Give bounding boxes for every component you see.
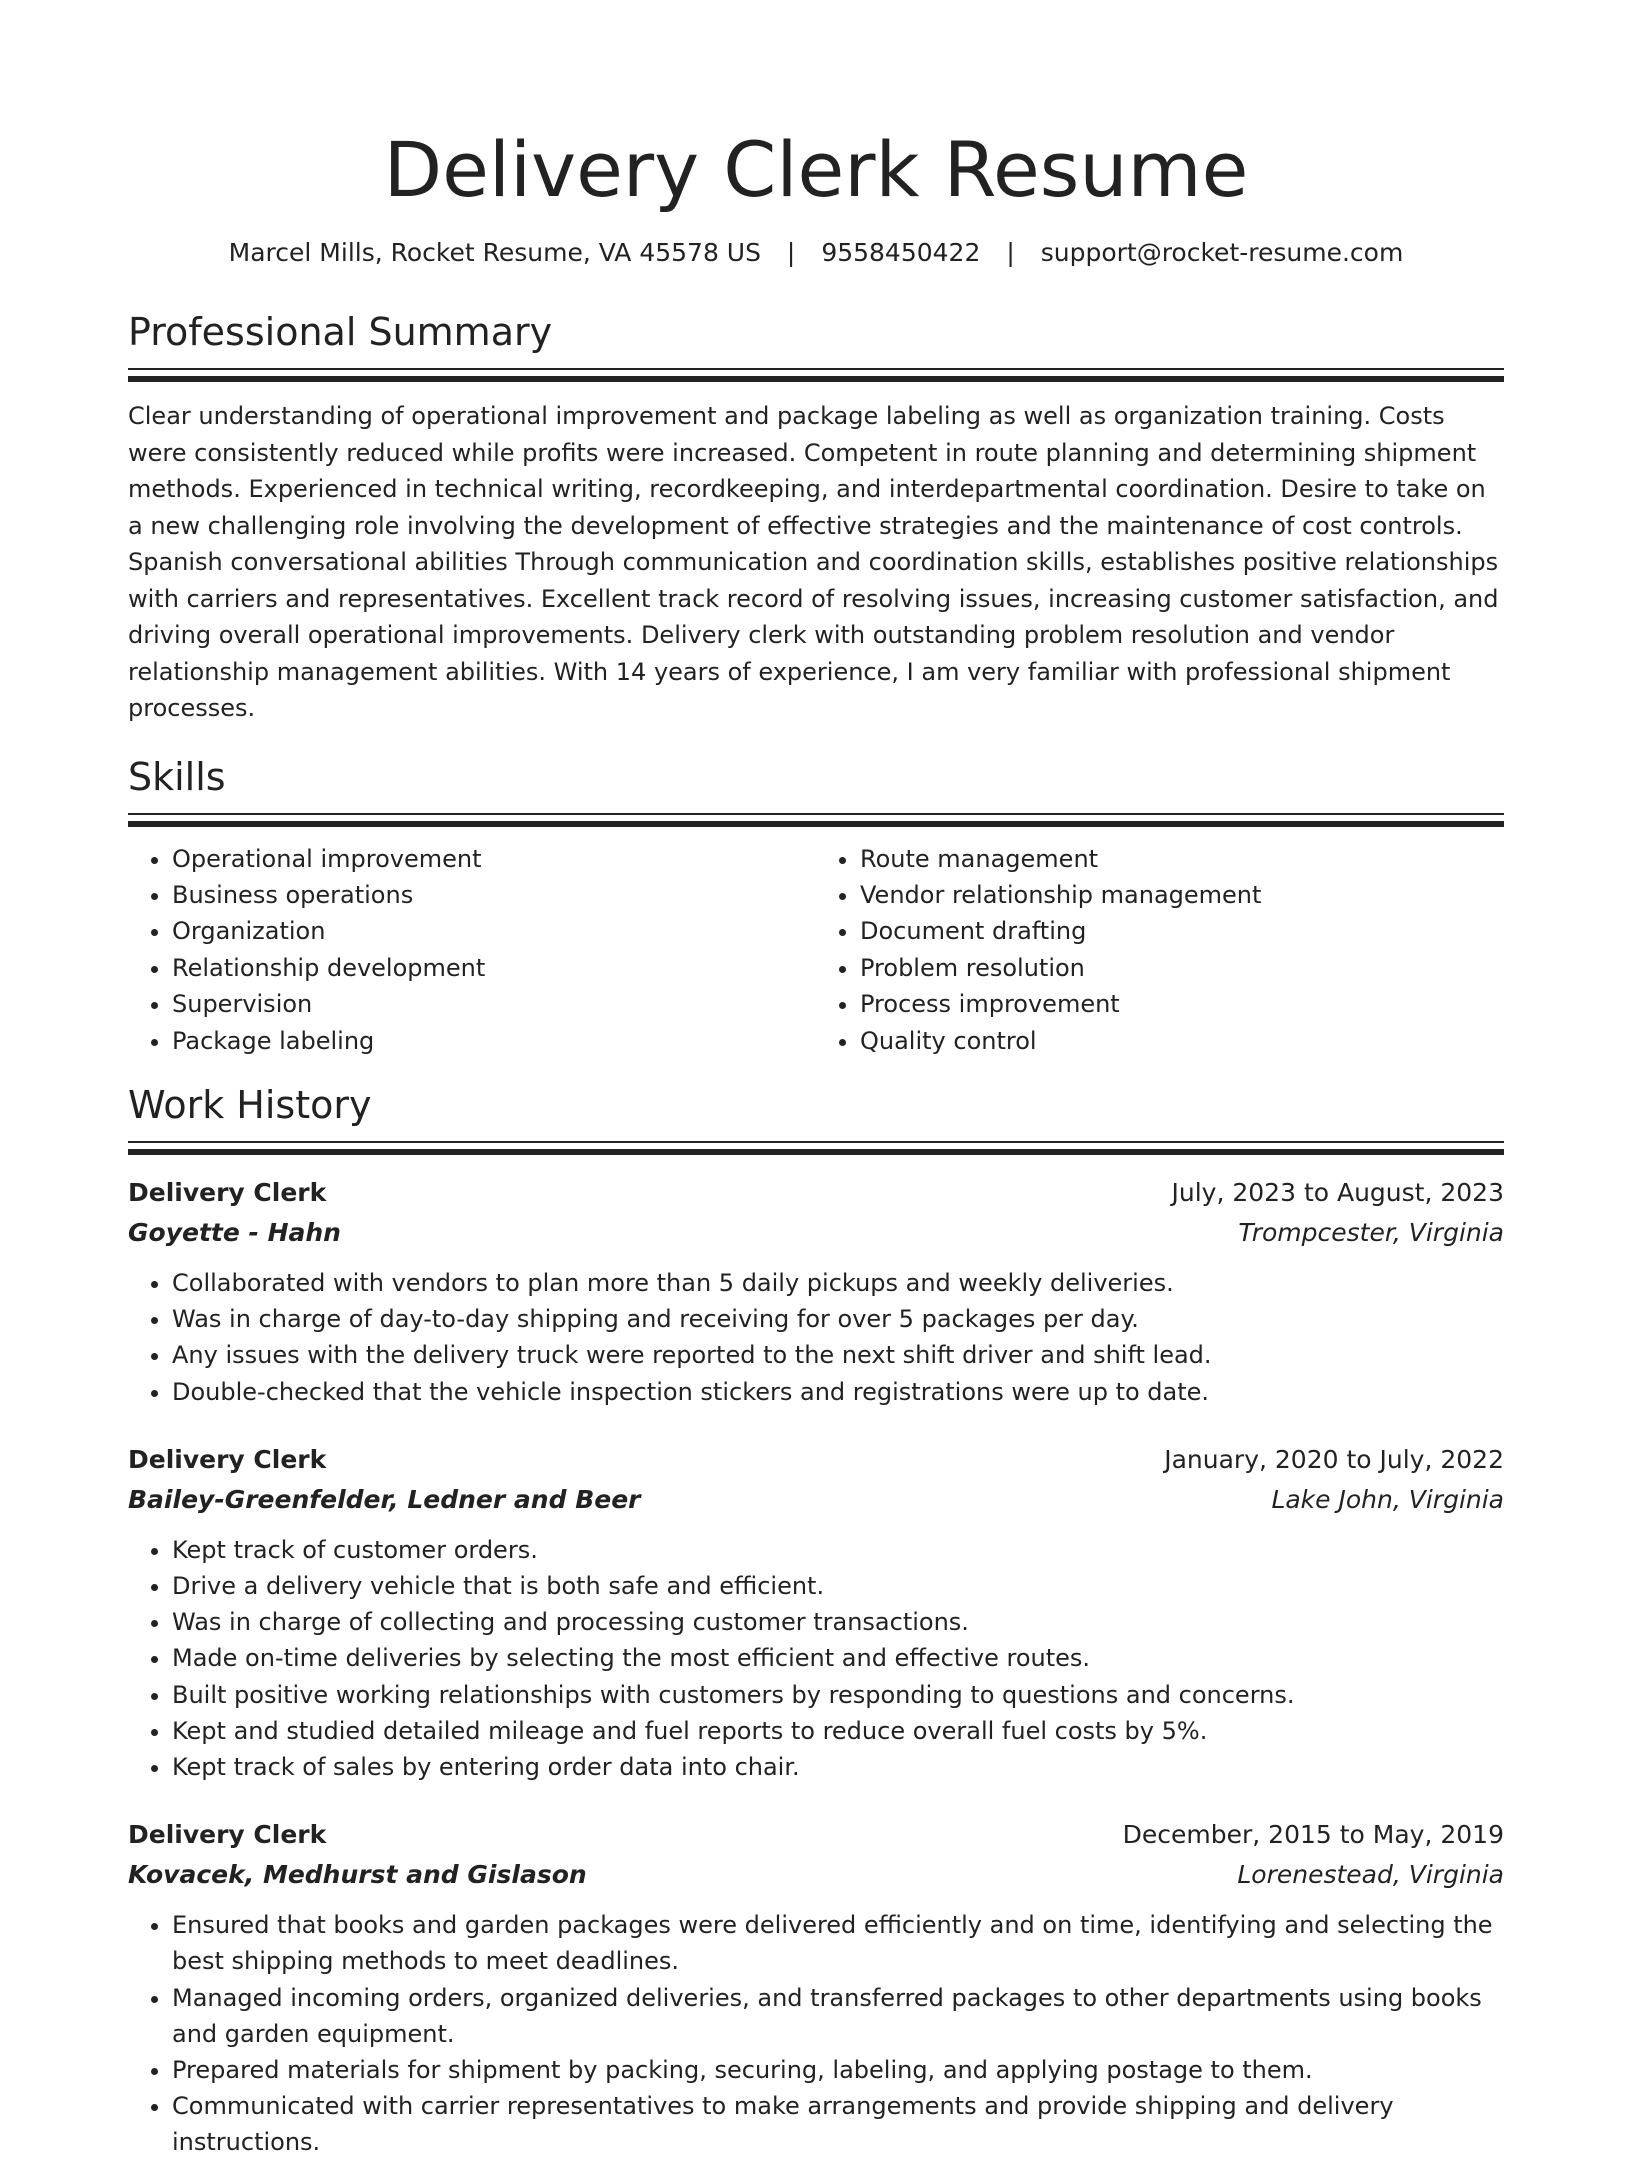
- skill-item: • Operational improvement: [172, 841, 816, 877]
- job-duty: • Communicated with carrier representatives to make arrangements and provide shipping and delivery instructions.: [172, 2088, 1504, 2160]
- job-location: Trompcester, Virginia: [1238, 1217, 1504, 1247]
- section-divider: [128, 813, 1504, 815]
- job-duty: • Was in charge of collecting and processing customer transactions.: [172, 1604, 1504, 1640]
- section-heading-work-history: Work History: [128, 1082, 372, 1127]
- skill-item: • Quality control: [860, 1023, 1504, 1059]
- job-title: Delivery Clerk: [128, 1177, 327, 1207]
- skill-item: • Supervision: [172, 986, 816, 1022]
- job-company-row: [128, 1480, 1504, 1520]
- job-entry: [128, 1440, 1504, 1785]
- job-duty: • Collaborated with vendors to plan more than 5 daily pickups and weekly deliveries.: [172, 1265, 1504, 1301]
- skill-item: • Problem resolution: [860, 950, 1504, 986]
- professional-summary-section: [128, 308, 1504, 727]
- contact-line: [128, 236, 1504, 270]
- skills-grid: [128, 841, 1504, 1059]
- job-company: Kovacek, Medhurst and Gislason: [128, 1860, 587, 1890]
- job-duty: • Made on-time deliveries by selecting the most efficient and effective routes.: [172, 1640, 1504, 1676]
- skills-section: [128, 753, 1504, 1059]
- contact-separator: |: [786, 238, 796, 267]
- job-dates: December, 2015 to May, 2019: [1122, 1820, 1504, 1850]
- resume-title: Delivery Clerk Resume: [383, 125, 1249, 214]
- job-header-row: [128, 1173, 1504, 1213]
- job-dates: July, 2023 to August, 2023: [1171, 1177, 1504, 1207]
- skill-item: • Process improvement: [860, 986, 1504, 1022]
- job-company: Goyette - Hahn: [128, 1217, 341, 1247]
- resume-page: [128, 0, 1504, 2161]
- section-divider: [128, 376, 1504, 382]
- job-duty: • Kept track of sales by entering order data into chair.: [172, 1749, 1504, 1785]
- job-company: Bailey-Greenfelder, Ledner and Beer: [128, 1484, 641, 1514]
- job-duties-list: [128, 1265, 1504, 1410]
- job-duty: • Kept track of customer orders.: [172, 1532, 1504, 1568]
- job-duty: • Ensured that books and garden packages were delivered efficiently and on time, identifying and selecting the best shipping methods to meet deadlines.: [172, 1907, 1504, 1979]
- job-dates: January, 2020 to July, 2022: [1164, 1444, 1504, 1474]
- job-header-row: [128, 1440, 1504, 1480]
- skill-item: • Organization: [172, 913, 816, 949]
- job-company-row: [128, 1213, 1504, 1253]
- section-divider: [128, 821, 1504, 827]
- job-location: Lorenestead, Virginia: [1237, 1860, 1504, 1890]
- contact-phone: 9558450422: [821, 238, 981, 267]
- work-history-section: [128, 1081, 1504, 2161]
- contact-address: Marcel Mills, Rocket Resume, VA 45578 US: [228, 238, 761, 267]
- job-duty: • Was in charge of day-to-day shipping and receiving for over 5 packages per day.: [172, 1301, 1504, 1337]
- job-location: Lake John, Virginia: [1271, 1484, 1504, 1514]
- section-divider: [128, 368, 1504, 370]
- section-divider: [128, 1141, 1504, 1143]
- skill-item: • Vendor relationship management: [860, 877, 1504, 913]
- job-entry: [128, 1173, 1504, 1410]
- section-heading-skills: Skills: [128, 754, 226, 799]
- job-duty: • Any issues with the delivery truck were reported to the next shift driver and shift lead.: [172, 1337, 1504, 1373]
- job-duty: • Kept and studied detailed mileage and fuel reports to reduce overall fuel costs by 5%.: [172, 1713, 1504, 1749]
- job-duties-list: [128, 1532, 1504, 1785]
- section-divider: [128, 1149, 1504, 1155]
- job-entry: [128, 1815, 1504, 2160]
- skills-column-left: [128, 841, 816, 1059]
- job-duty: • Prepared materials for shipment by packing, securing, labeling, and applying postage to them.: [172, 2052, 1504, 2088]
- job-company-row: [128, 1855, 1504, 1895]
- job-title: Delivery Clerk: [128, 1444, 327, 1474]
- job-duties-list: [128, 1907, 1504, 2160]
- contact-separator: |: [1006, 238, 1015, 267]
- skills-column-right: [816, 841, 1504, 1059]
- skill-item: • Route management: [860, 841, 1504, 877]
- skill-item: • Business operations: [172, 877, 816, 913]
- skill-item: • Package labeling: [172, 1023, 816, 1059]
- job-duty: • Managed incoming orders, organized deliveries, and transferred packages to other departments using books and garden equipment.: [172, 1980, 1504, 2052]
- summary-text: Clear understanding of operational improvement and package labeling as well as organization training. Costs were consistently reduced while profits were increased. Competent in route planning and determining shipment methods. Experienced in technical writing, recordkeeping, and interdepartmental coordination. Desire to take on a new challenging role involving the development of effective strategies and the maintenance of cost controls. Spanish conversational abilities Through communication and coordination skills, establishes positive relationships with carriers and representatives. Excellent track record of resolving issues, increasing customer satisfaction, and driving overall operational improvements. Delivery clerk with outstanding problem resolution and vendor relationship management abilities. With 14 years of experience, I am very familiar with professional shipment processes.: [128, 402, 1499, 722]
- job-duty: • Double-checked that the vehicle inspection stickers and registrations were up to date.: [172, 1374, 1504, 1410]
- skill-item: • Relationship development: [172, 950, 816, 986]
- skill-item: • Document drafting: [860, 913, 1504, 949]
- section-heading-summary: Professional Summary: [128, 310, 553, 354]
- job-header-row: [128, 1815, 1504, 1855]
- contact-email: support@rocket-resume.com: [1040, 238, 1404, 267]
- job-duty: • Drive a delivery vehicle that is both safe and efficient.: [172, 1568, 1504, 1604]
- job-duty: • Built positive working relationships with customers by responding to questions and concerns.: [172, 1677, 1504, 1713]
- job-title: Delivery Clerk: [128, 1820, 327, 1850]
